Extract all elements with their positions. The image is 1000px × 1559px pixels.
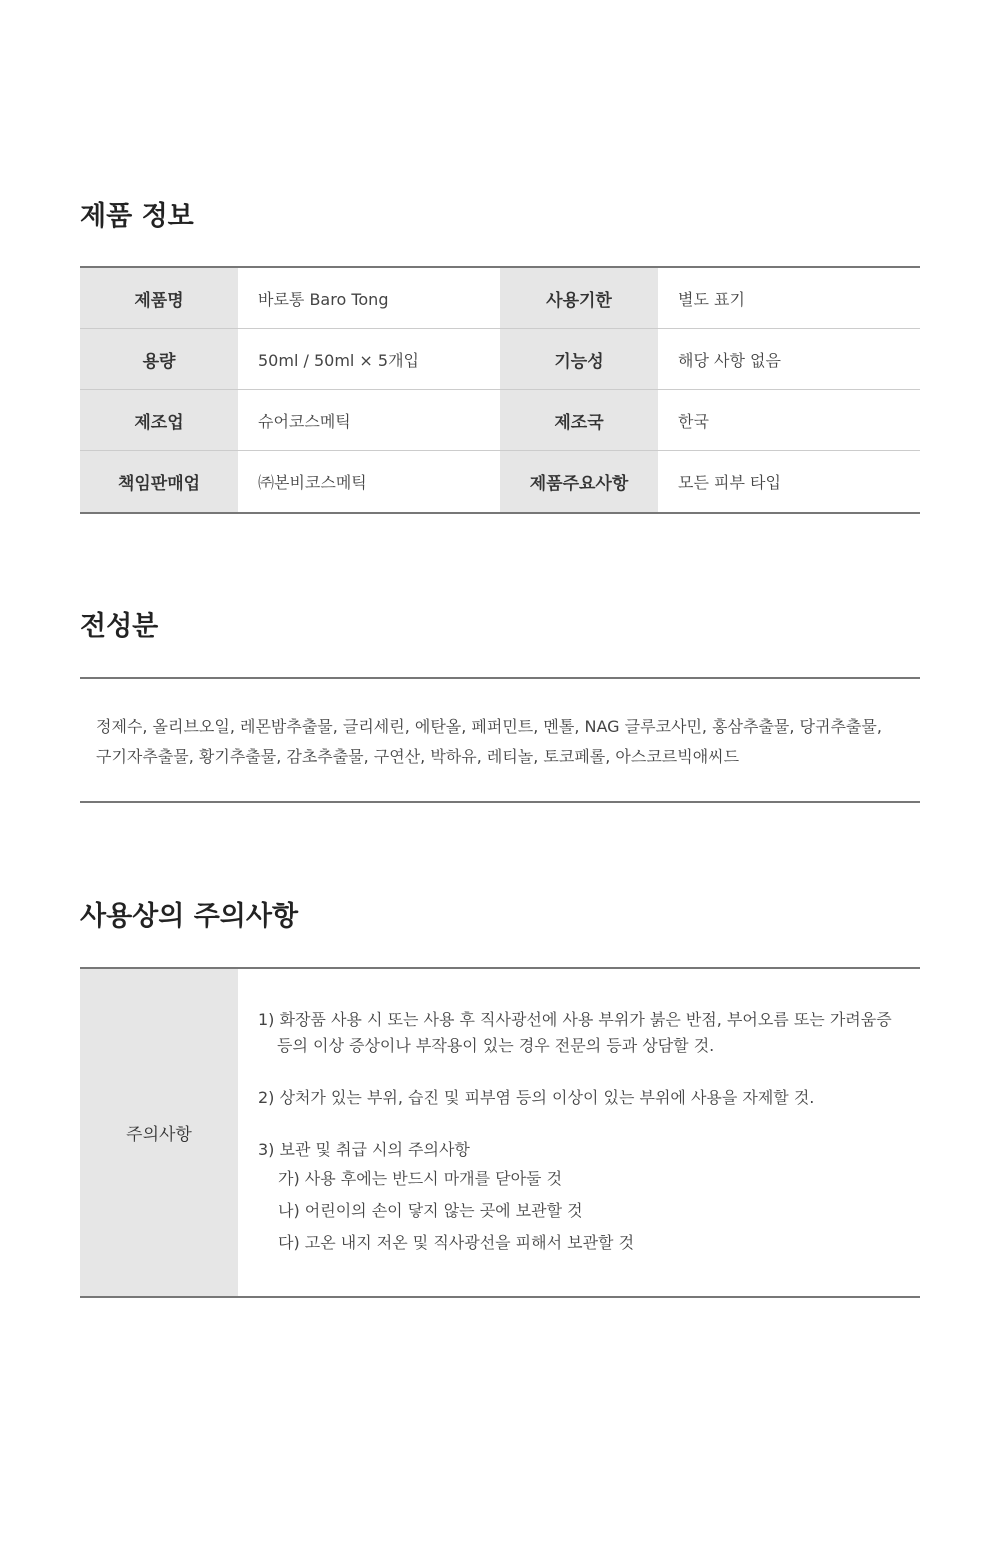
- value-key-info: 모든 피부 타입: [678, 473, 781, 492]
- value-volume: 50ml / 50ml × 5개입: [258, 350, 420, 370]
- value-country: 한국: [678, 411, 709, 431]
- table-row: [80, 451, 920, 512]
- caution-item-2: 2) 상처가 있는 부위, 습진 및 피부염 등의 이상이 있는 부위에 사용을 자제할 것.: [258, 1088, 815, 1107]
- value-expiry: 별도 표기: [678, 289, 745, 309]
- caution-label: 주의사항: [80, 969, 238, 1296]
- ingredients-title: 전성분: [80, 611, 159, 642]
- caution-item-1-line-1: 1) 화장품 사용 시 또는 사용 후 직사광선에 사용 부위가 붉은 반점, 부어오름 또는 가려움증: [258, 1010, 892, 1029]
- table-row: [80, 329, 920, 390]
- ingredients-line-1: 정제수, 올리브오일, 레몬밤추출물, 글리세린, 에탄올, 페퍼민트, 멘톨, NAG 글루코사민, 홍삼추출물, 당귀추출물,: [96, 717, 882, 736]
- caution-title: 사용상의 주의사항: [80, 901, 299, 932]
- value-seller: ㈜본비코스메틱: [258, 473, 367, 492]
- caution-table: [80, 967, 920, 1298]
- label-functional: 기능성: [500, 329, 658, 389]
- value-manufacturer: 슈어코스메틱: [258, 411, 351, 431]
- caution-sub-item-1: 가) 사용 후에는 반드시 마개를 닫아둘 것: [278, 1169, 563, 1188]
- label-expiry: 사용기한: [500, 268, 658, 328]
- table-row: [80, 268, 920, 329]
- value-product-name: 바로통 Baro Tong: [258, 289, 389, 309]
- caution-sub-item-2: 나) 어린이의 손이 닿지 않는 곳에 보관할 것: [278, 1201, 583, 1220]
- caution-body: [238, 969, 892, 1296]
- value-functional: 해당 사항 없음: [678, 350, 781, 370]
- ingredients-line-2: 구기자추출물, 황기추출물, 감초추출물, 구연산, 박하유, 레티놀, 토코페롤, 아스코르빅애씨드: [96, 747, 740, 766]
- label-product-name: 제품명: [80, 268, 238, 328]
- label-key-info: 제품주요사항: [500, 451, 658, 512]
- product-info-table: [80, 266, 920, 514]
- table-row: [80, 390, 920, 451]
- label-manufacturer: 제조업: [80, 390, 238, 450]
- ingredients-box: [80, 677, 920, 803]
- product-info-title: 제품 정보: [80, 201, 194, 232]
- caution-item-3: 3) 보관 및 취급 시의 주의사항: [258, 1140, 470, 1159]
- caution-sub-item-3: 다) 고온 내지 저온 및 직사광선을 피해서 보관할 것: [278, 1233, 635, 1252]
- caution-item-1-line-2: 등의 이상 증상이나 부작용이 있는 경우 전문의 등과 상담할 것.: [277, 1036, 715, 1055]
- label-seller: 책임판매업: [80, 451, 238, 512]
- label-volume: 용량: [80, 329, 238, 389]
- label-country: 제조국: [500, 390, 658, 450]
